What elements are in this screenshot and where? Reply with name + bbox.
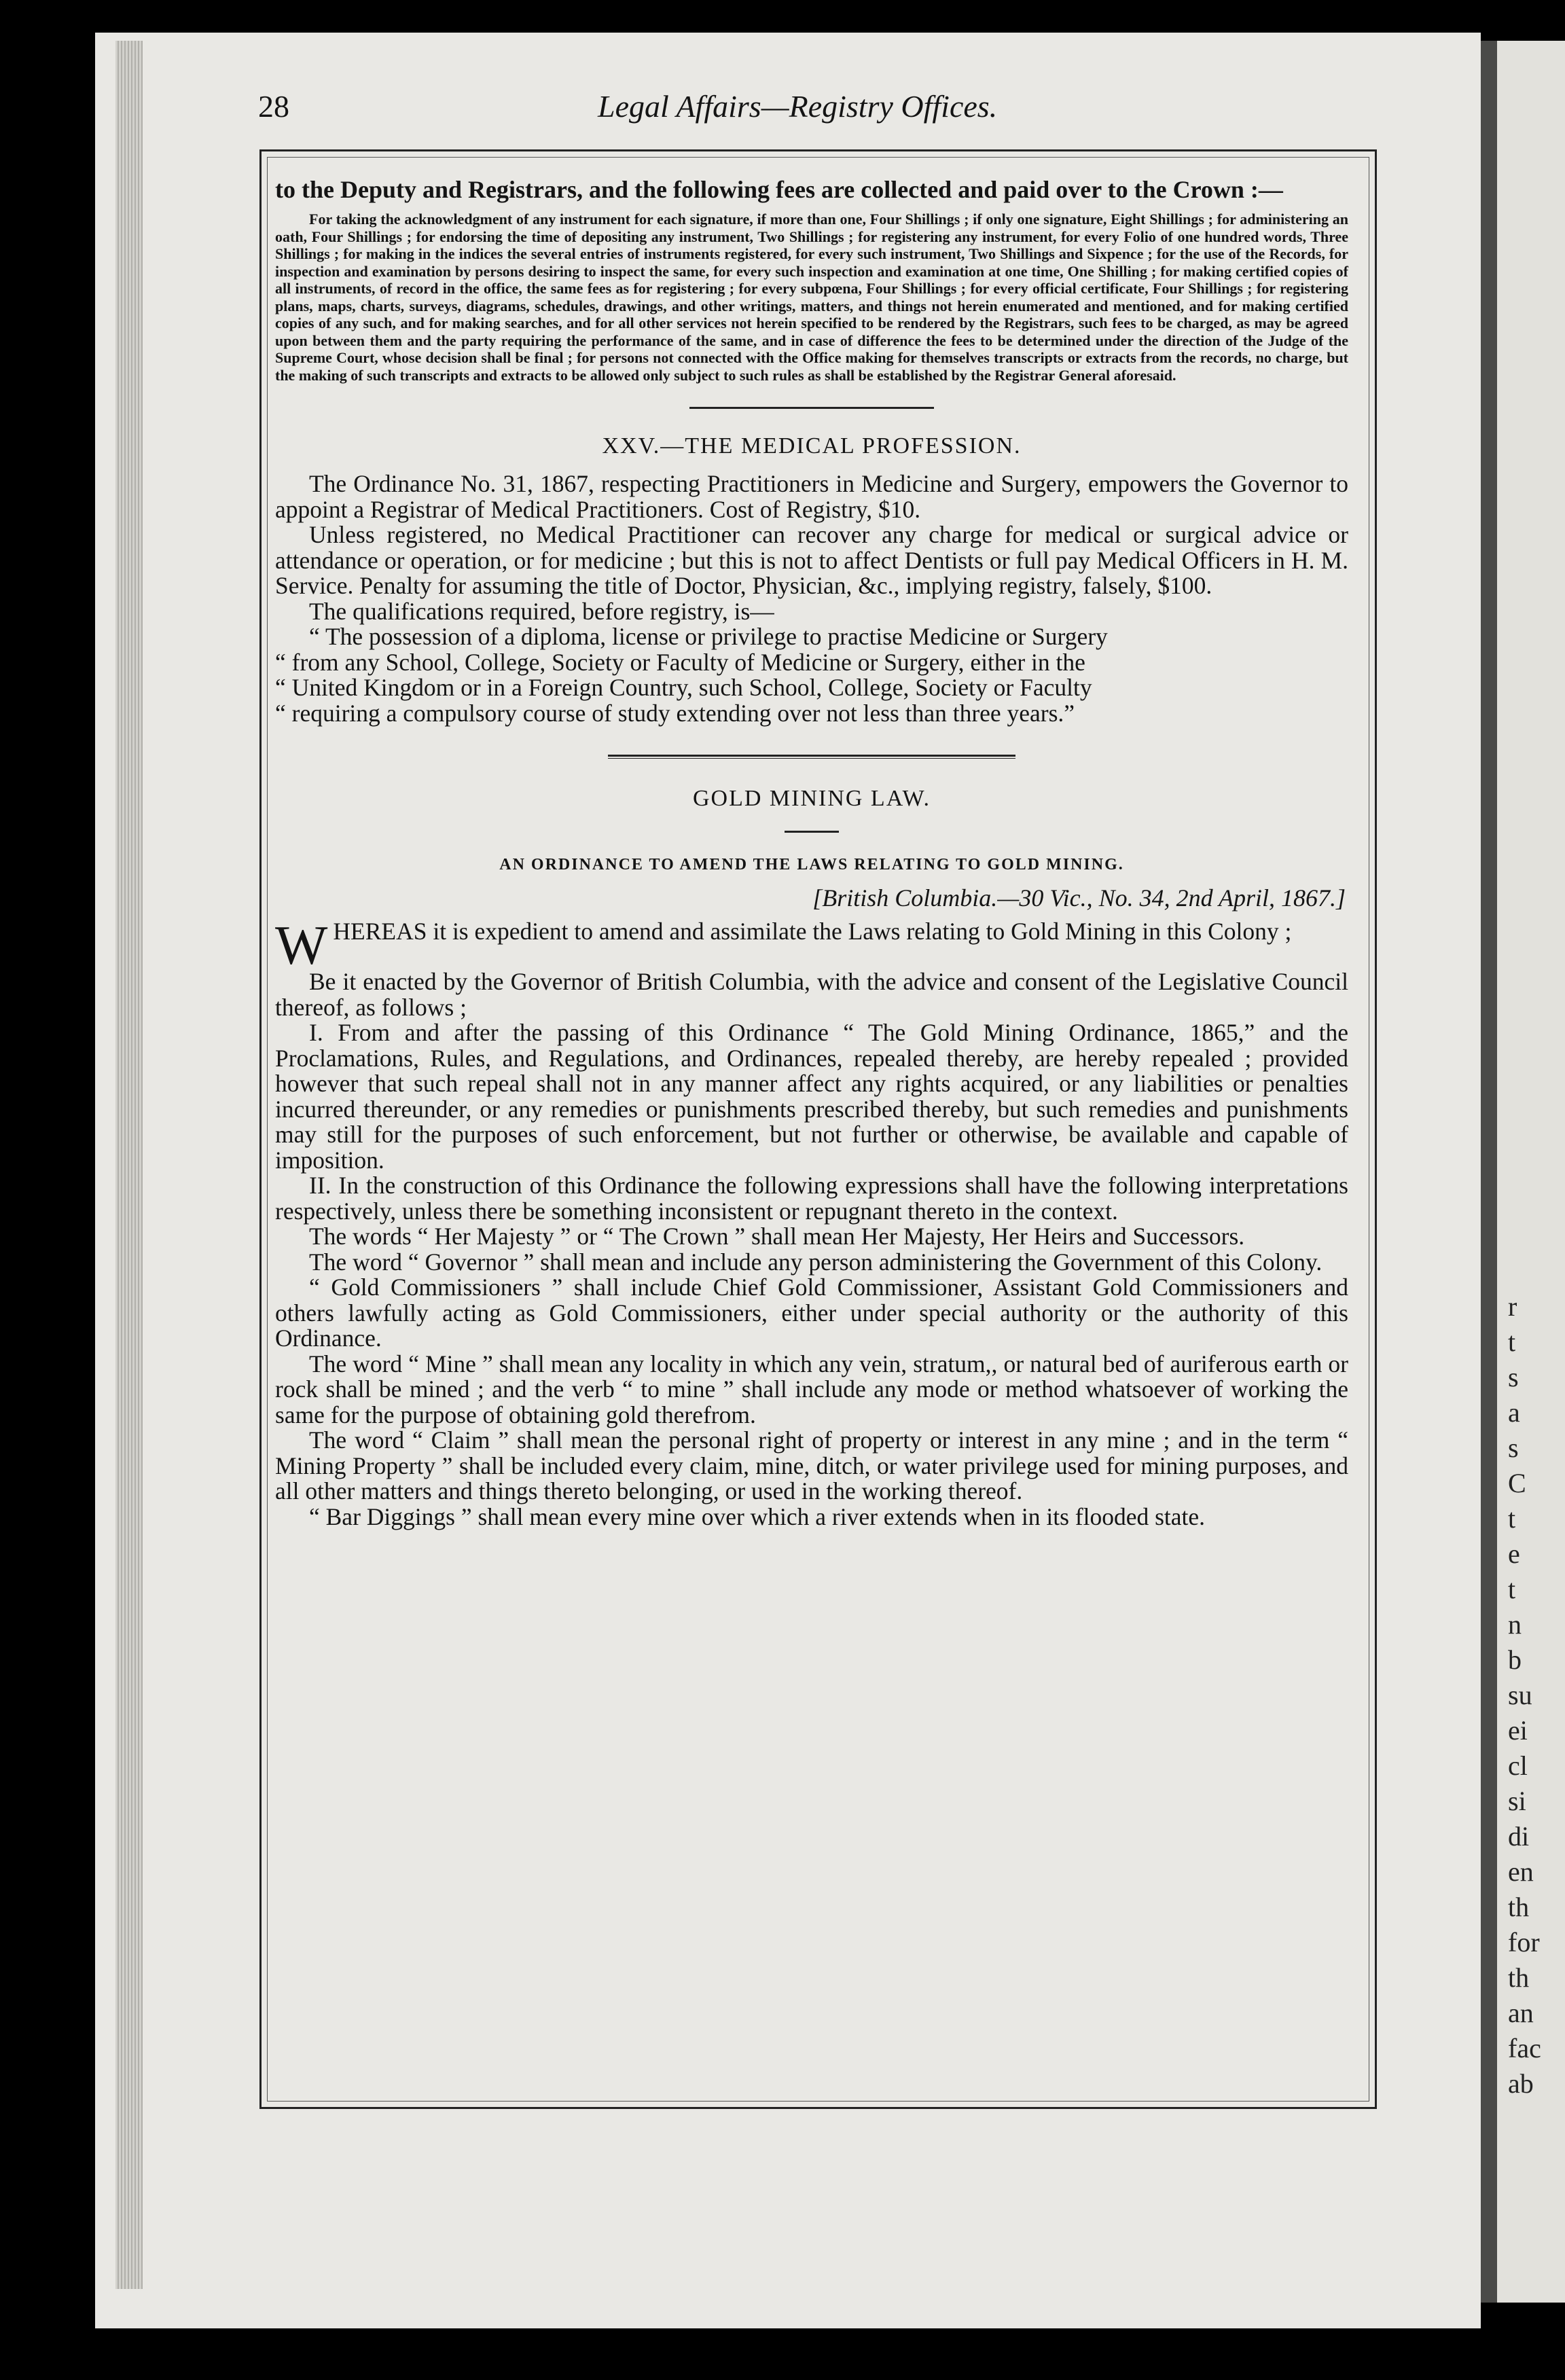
facing-page-fragment: r [1508,1291,1517,1322]
facing-page-fragment: n [1508,1609,1522,1640]
gutter-shadow [1481,41,1497,2303]
fees-schedule: For taking the acknowledgment of any instrument for each signature, if more than one, Four Shillings ; if only one signature, Eight Shillings ; for administering an oath, Four Shillings ; for endorsing the time of depositing any instrument, Two Shillings ; for registering any instrument, for every Folio of one hundred words, Three Shillings ; for making in the indices the several entries of instruments registered, for every such instrument, Two Shillings and Sixpence ; for the use of the Records, for inspection and examination by persons desiring to inspect the same, for every such inspection and examination at one time, One Shilling ; for making certified copies of all instruments, of record in the office, the same fees as for registering ; for every subpœna, Four Shillings ; for every official certificate, Four Shillings ; for registering plans, maps, charts, surveys, diagrams, schedules, drawings, and other writings, matters, and things not herein enumerated and mentioned, and for making certified copies of any such, and for making searches, and for all other services not herein specified to be rendered by the Registrars, such fees to be charged, as may be agreed upon between them and the party requiring the performance of the same, and in case of difference the fees to be determined under the direction of the Judge of the Supreme Court, whose decision shall be final ; for persons not connected with the Office making for themselves transcripts or extracts from the records, no charge, but the making of such transcripts and extracts to be allowed only subject to such rules as shall be established by the Registrar General aforesaid. [275,211,1348,384]
facing-page-fragment: cl [1508,1750,1528,1781]
facing-page-fragment: C [1508,1468,1526,1498]
definition-her-majesty: The words “ Her Majesty ” or “ The Crown ” shall mean Her Majesty, Her Heirs and Successors. [309,1223,1245,1250]
definition-governor: The word “ Governor ” shall mean and include any person administering the Government of this Colony. [309,1248,1323,1276]
facing-page-fragment: e [1508,1538,1520,1569]
definition-bar-diggings: “ Bar Diggings ” shall mean every mine over which a river extends when in its flooded state. [309,1502,1206,1530]
page-content [275,177,1348,1530]
facing-page-fragment: s [1508,1432,1519,1463]
medical-p3: The qualifications required, before registry, is— [309,597,774,625]
facing-page-fragment: for [1508,1927,1540,1958]
drop-cap: W [275,914,328,976]
medical-p2: Unless registered, no Medical Practitioner can recover any charge for medical or surgical advice or attendance or operation, or for medicine ; but this is not to affect Dentists or full pay Medical Officers in H. M. Service. Penalty for assuming the title of Doctor, Physician, &c., implying registry, falsely, $100. [275,521,1348,599]
quote-line: “ from any School, College, Society or Faculty of Medicine or Surgery, either in the [275,648,1085,676]
ordinance-citation: [British Columbia.—30 Vic., No. 34, 2nd April, 1867.] [812,884,1346,912]
facing-page-fragment: si [1508,1786,1526,1816]
section-2: II. In the construction of this Ordinance the following expressions shall have the following interpretations respectively, unless there be something inconsistent or repugnant thereto in the context. [275,1172,1348,1225]
whereas-text: HEREAS it is expedient to amend and assimilate the Laws relating to Gold Mining in this Colony ; [333,918,1292,945]
facing-page-fragment: ei [1508,1715,1528,1746]
facing-page-fragment: en [1508,1856,1534,1887]
quote-line: “ The possession of a diploma, license or privilege to practise Medicine or Surgery [309,623,1108,650]
medical-section-title: XXV.—THE MEDICAL PROFESSION. [602,433,1022,458]
facing-page-fragment: b [1508,1644,1522,1675]
facing-page-fragment: th [1508,1892,1530,1922]
facing-page-fragment: an [1508,1998,1534,2028]
facing-page-fragments [1508,1291,1565,2103]
running-title: Legal Affairs—Registry Offices. [598,89,998,124]
facing-page-fragment: a [1508,1397,1520,1428]
definition-gold-commissioners: “ Gold Commissioners ” shall include Chief Gold Commissioner, Assistant Gold Commissioners and others lawfully acting as Gold Commissioners, either under special authority or the authority of this Ordinance. [275,1274,1348,1352]
running-head [258,82,1386,149]
facing-page-fragment: di [1508,1821,1530,1852]
page-stack-edge [115,41,143,2289]
fees-lead: to the Deputy and Registrars, and the following fees are collected and paid over to the Crown :— [275,176,1283,203]
medical-p1: The Ordinance No. 31, 1867, respecting Practitioners in Medicine and Surgery, empowers the Governor to appoint a Registrar of Medical Practitioners. Cost of Registry, $10. [275,470,1348,523]
medical-quote [275,624,1348,726]
page-number: 28 [258,89,289,124]
quote-line: “ requiring a compulsory course of study extending over not less than three years.” [275,699,1075,727]
facing-page-fragment: ab [1508,2068,1534,2099]
quote-line: “ United Kingdom or in a Foreign Country, such School, College, Society or Faculty [275,674,1092,701]
facing-page-fragment: t [1508,1574,1516,1604]
facing-page-fragment: th [1508,1962,1530,1993]
enacting-clause: Be it enacted by the Governor of British Columbia, with the advice and consent of the Legislative Council thereof, as follows ; [275,968,1348,1021]
section-1: I. From and after the passing of this Ordinance “ The Gold Mining Ordinance, 1865,” and the Proclamations, Rules, and Regulations, and Ordinances, repealed thereby, are hereby repealed ; provided however that such repeal shall not in any manner affect any rights acquired, or any liabilities or penalties incurred thereunder, or any remedies or punishments prescribed thereby, but such remedies and punishments may still for the purposes of such enforcement, but not further or otherwise, be available and capable of imposition. [275,1019,1348,1174]
definition-claim: The word “ Claim ” shall mean the personal right of property or interest in any mine ; and in the term “ Mining Property ” shall be included every claim, mine, ditch, or water privilege used for mining purposes, and all other matters and things thereto belonging, or used in the working thereof. [275,1426,1348,1504]
facing-page-fragment: fac [1508,2033,1541,2063]
facing-page-fragment: t [1508,1503,1516,1534]
facing-page-fragment: t [1508,1327,1516,1357]
whereas-paragraph [275,914,1348,976]
facing-page-fragment: s [1508,1362,1519,1392]
definition-mine: The word “ Mine ” shall mean any locality in which any vein, stratum,, or natural bed of auriferous earth or rock shall be mined ; and the verb “ to mine ” shall include any mode or method whatsoever of working the same for the purpose of obtaining gold therefrom. [275,1350,1348,1428]
facing-page-fragment: su [1508,1680,1532,1710]
ordinance-heading: AN ORDINANCE TO AMEND THE LAWS RELATING TO GOLD MINING. [499,856,1124,873]
gold-section-title: GOLD MINING LAW. [692,786,931,811]
